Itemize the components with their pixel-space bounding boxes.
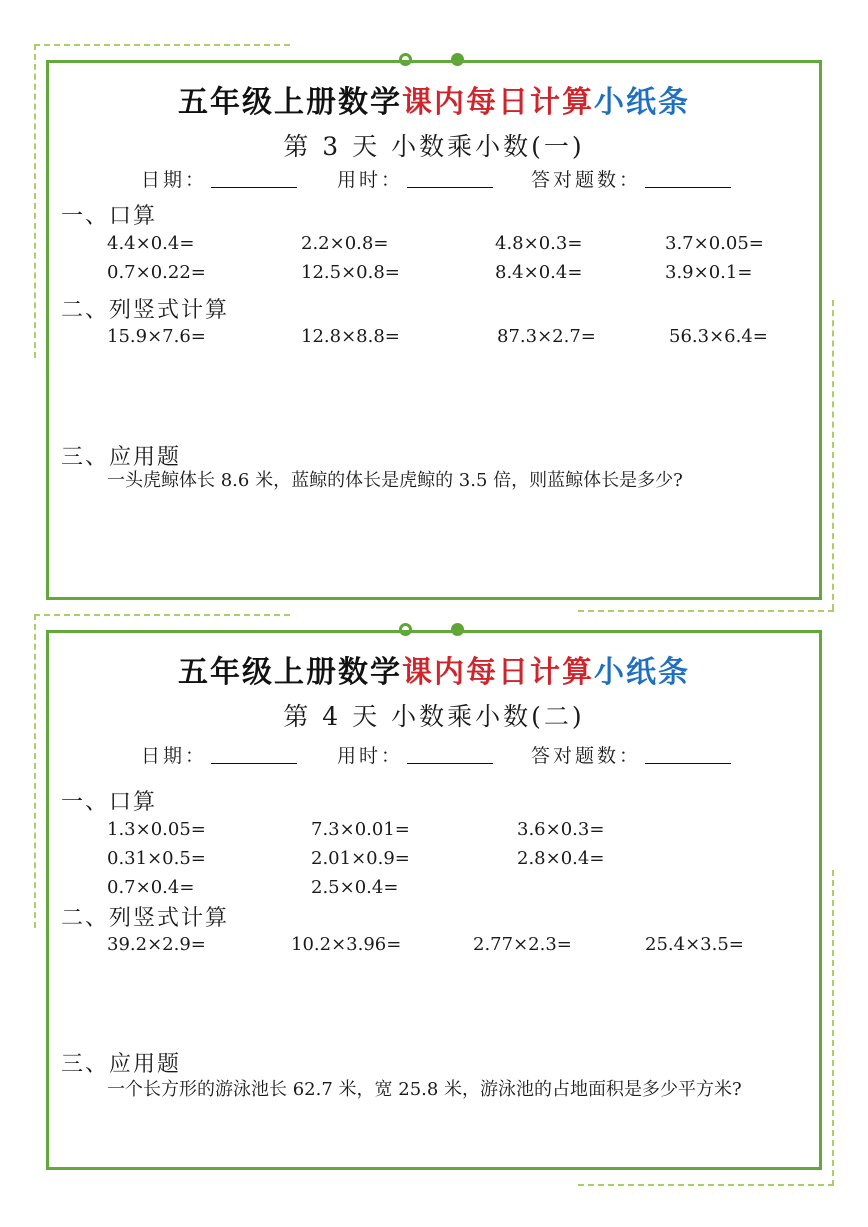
- title-part-daily: 课内每日计算: [402, 655, 594, 690]
- date-blank[interactable]: [211, 745, 297, 764]
- vertical-problem: 12.8×8.8=: [301, 326, 400, 347]
- mental-problem: 2.01×0.9=: [311, 848, 410, 869]
- mental-problem: 0.7×0.22=: [107, 262, 206, 283]
- section-word-problem: 三、应用题: [61, 1052, 182, 1077]
- date-label: 日期：: [141, 745, 208, 767]
- decor-dash-bottom-1: [578, 610, 834, 612]
- section-mental-math: 一、口算: [61, 204, 158, 229]
- date-field[interactable]: [141, 165, 297, 192]
- mental-problem: 0.31×0.5=: [107, 848, 206, 869]
- mental-problem: 3.6×0.3=: [517, 819, 605, 840]
- page-title: [49, 77, 819, 121]
- title-part-daily: 课内每日计算: [402, 85, 594, 120]
- vertical-problem: 56.3×6.4=: [669, 326, 768, 347]
- vertical-problem: 25.4×3.5=: [645, 934, 744, 955]
- title-part-slip: 小纸条: [594, 655, 690, 690]
- mental-problem: 2.2×0.8=: [301, 233, 389, 254]
- mental-problem: 7.3×0.01=: [311, 819, 410, 840]
- mental-problem: 3.9×0.1=: [665, 262, 753, 283]
- correct-count-label: 答对题数：: [531, 745, 642, 767]
- time-label: 用时：: [337, 169, 404, 191]
- page-title: [49, 647, 819, 691]
- time-blank[interactable]: [407, 745, 493, 764]
- correct-count-blank[interactable]: [645, 745, 731, 764]
- word-problem-text: 一头虎鲸体长 8.6 米，蓝鲸的体长是虎鲸的 3.5 倍，则蓝鲸体长是多少?: [107, 470, 683, 491]
- vertical-problem: 87.3×2.7=: [497, 326, 596, 347]
- section-word-problem: 三、应用题: [61, 445, 182, 470]
- decor-dash-left-1: [34, 44, 36, 358]
- time-label: 用时：: [337, 745, 404, 767]
- time-field[interactable]: [337, 741, 493, 768]
- word-problem-text: 一个长方形的游泳池长 62.7 米，宽 25.8 米，游泳池的占地面积是多少平方米?: [107, 1079, 742, 1100]
- vertical-problem: 2.77×2.3=: [473, 934, 572, 955]
- mental-problem: 8.4×0.4=: [495, 262, 583, 283]
- vertical-problem: 10.2×3.96=: [291, 934, 402, 955]
- decor-dash-left-2: [34, 614, 36, 928]
- title-part-grade: 五年级上册数学: [178, 85, 402, 120]
- correct-count-label: 答对题数：: [531, 169, 642, 191]
- time-field[interactable]: [337, 165, 493, 192]
- mental-problem: 4.4×0.4=: [107, 233, 195, 254]
- date-field[interactable]: [141, 741, 297, 768]
- title-part-slip: 小纸条: [594, 85, 690, 120]
- worksheet-card-day3: [46, 60, 822, 600]
- section-mental-math: 一、口算: [61, 790, 158, 815]
- date-blank[interactable]: [211, 169, 297, 188]
- correct-count-field[interactable]: [531, 741, 731, 768]
- day-subtitle: 第 3 天 小数乘小数(一): [283, 132, 585, 161]
- decor-dash-top-2: [34, 614, 290, 616]
- decor-dash-right-2: [832, 870, 834, 1186]
- title-part-grade: 五年级上册数学: [178, 655, 402, 690]
- worksheet-card-day4: [46, 630, 822, 1170]
- mental-problem: 3.7×0.05=: [665, 233, 764, 254]
- time-blank[interactable]: [407, 169, 493, 188]
- correct-count-blank[interactable]: [645, 169, 731, 188]
- mental-problem: 2.5×0.4=: [311, 877, 399, 898]
- vertical-problem: 39.2×2.9=: [107, 934, 206, 955]
- section-vertical-calc: 二、列竖式计算: [61, 298, 230, 323]
- decor-dash-top-1: [34, 44, 290, 46]
- date-label: 日期：: [141, 169, 208, 191]
- section-vertical-calc: 二、列竖式计算: [61, 906, 230, 931]
- mental-problem: 0.7×0.4=: [107, 877, 195, 898]
- decor-dash-bottom-2: [578, 1184, 834, 1186]
- mental-problem: 2.8×0.4=: [517, 848, 605, 869]
- mental-problem: 12.5×0.8=: [301, 262, 400, 283]
- decor-dash-right-1: [832, 300, 834, 610]
- mental-problem: 1.3×0.05=: [107, 819, 206, 840]
- vertical-problem: 15.9×7.6=: [107, 326, 206, 347]
- correct-count-field[interactable]: [531, 165, 731, 192]
- mental-problem: 4.8×0.3=: [495, 233, 583, 254]
- day-subtitle: 第 4 天 小数乘小数(二): [283, 702, 585, 731]
